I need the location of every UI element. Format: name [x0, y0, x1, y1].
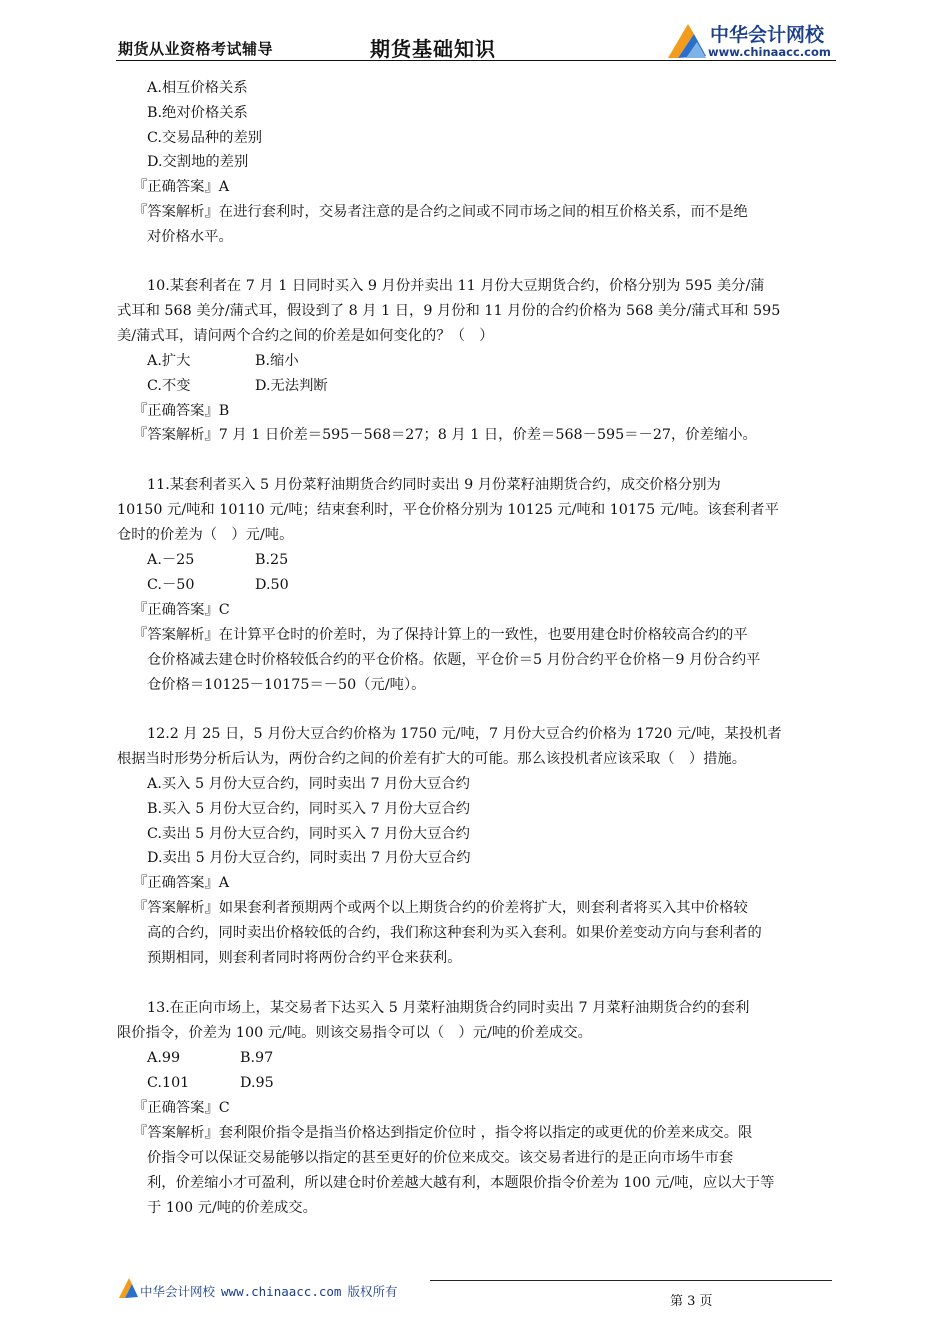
- answer-explanation: 『答案解析』在进行套利时，交易者注意的是合约之间或不同市场之间的相互价格关系，而不是绝: [133, 204, 748, 220]
- answer-explanation: 价指令可以保证交易能够以指定的甚至更好的价位来成交。该交易者进行的是正向市场牛市套: [147, 1150, 734, 1166]
- question-10-text: 美/蒲式耳，请问两个合约之间的价差是如何变化的？（ ）: [117, 328, 494, 344]
- footer-logo-icon: [118, 1276, 138, 1300]
- option-line: A.相互价格关系: [147, 80, 248, 96]
- page-number: 第 3 页: [670, 1294, 713, 1309]
- option-line: C.101: [147, 1075, 190, 1091]
- question-10-text: 式耳和 568 美分/蒲式耳，假设到了 8 月 1 日，9 月份和 11 月份的合约价格为 568 美分/蒲式耳和 595: [117, 303, 781, 319]
- option-line: A.扩大: [147, 353, 191, 369]
- question-11-text: 11.某套利者买入 5 月份菜籽油期货合约同时卖出 9 月份菜籽油期货合约，成交价格分别为: [147, 477, 721, 493]
- answer-explanation: 利，价差缩小才可盈利，所以建仓时价差越大越有利，本题限价指令价差为 100 元/吨，应以大于等: [147, 1175, 775, 1191]
- option-line: C.交易品种的差别: [147, 130, 263, 146]
- answer-explanation: 高的合约，同时卖出价格较低的合约，我们称这种套利为买入套利。如果价差变动方向与套利者的: [147, 925, 762, 941]
- option-line: D.50: [255, 577, 289, 593]
- answer-explanation: 仓价格减去建仓时价格较低合约的平仓价格。依题，平仓价＝5 月份合约平仓价格－9 月份合约平: [147, 652, 761, 668]
- option-line: A.－25: [147, 552, 195, 568]
- header-subject-title: 期货基础知识: [370, 37, 496, 61]
- footer-brand-name: 中华会计网校: [140, 1284, 216, 1299]
- header-brand-name: 中华会计网校: [710, 24, 825, 46]
- option-line: D.卖出 5 月份大豆合约，同时卖出 7 月份大豆合约: [147, 850, 471, 866]
- option-line: C.卖出 5 月份大豆合约，同时买入 7 月份大豆合约: [147, 826, 470, 842]
- option-line: B.绝对价格关系: [147, 105, 248, 121]
- header-logo: [664, 18, 836, 64]
- option-line: A.99: [147, 1050, 181, 1066]
- answer-explanation: 于 100 元/吨的价差成交。: [147, 1200, 317, 1216]
- footer-url: www.chinaacc.com: [221, 1284, 342, 1299]
- header-divider: [116, 60, 836, 61]
- option-line: B.25: [255, 552, 289, 568]
- answer-explanation: 『答案解析』如果套利者预期两个或两个以上期货合约的价差将扩大，则套利者将买入其中价格较: [133, 900, 748, 916]
- question-12-text: 12.2 月 25 日，5 月份大豆合约价格为 1750 元/吨，7 月份大豆合约价格为 1720 元/吨，某投机者: [147, 726, 782, 742]
- option-line: B.缩小: [255, 353, 299, 369]
- answer-explanation: 『答案解析』7 月 1 日价差＝595－568＝27；8 月 1 日，价差＝568－595＝－27，价差缩小。: [133, 427, 757, 443]
- question-13-text: 13.在正向市场上，某交易者下达买入 5 月菜籽油期货合约同时卖出 7 月菜籽油期货合约的套利: [147, 1000, 750, 1016]
- correct-answer: 『正确答案』C: [133, 1100, 230, 1116]
- footer-copyright-text: 版权所有: [347, 1284, 398, 1299]
- question-12-text: 根据当时形势分析后认为，两份合约之间的价差有扩大的可能。那么该投机者应该采取（ ）措施。: [117, 751, 747, 767]
- correct-answer: 『正确答案』C: [133, 602, 230, 618]
- answer-explanation: 『答案解析』在计算平仓时的价差时，为了保持计算上的一致性，也要用建仓时价格较高合约的平: [133, 627, 748, 643]
- correct-answer: 『正确答案』A: [133, 875, 230, 891]
- option-line: B.97: [240, 1050, 274, 1066]
- header-brand-url: www.chinaacc.com: [708, 45, 831, 59]
- logo-triangle-icon: [664, 20, 708, 62]
- option-line: C.不变: [147, 378, 191, 394]
- question-13-text: 限价指令，价差为 100 元/吨。则该交易指令可以（ ）元/吨的价差成交。: [117, 1025, 592, 1041]
- option-line: D.95: [240, 1075, 274, 1091]
- question-10-text: 10.某套利者在 7 月 1 日同时买入 9 月份并卖出 11 月份大豆期货合约，价格分别为 595 美分/蒲: [147, 278, 765, 294]
- correct-answer: 『正确答案』B: [133, 403, 230, 419]
- header-exam-series: 期货从业资格考试辅导: [118, 40, 274, 58]
- answer-explanation: 对价格水平。: [147, 229, 233, 245]
- footer-copyright: [140, 1282, 397, 1300]
- footer-divider: [430, 1280, 832, 1281]
- option-line: B.买入 5 月份大豆合约，同时买入 7 月份大豆合约: [147, 801, 471, 817]
- answer-explanation: 『答案解析』套利限价指令是指当价格达到指定价位时 ，指令将以指定的或更优的价差来成交。限: [133, 1125, 753, 1141]
- question-11-text: 仓时的价差为（ ）元/吨。: [117, 527, 294, 543]
- answer-explanation: 仓价格＝10125－10175＝－50（元/吨）。: [147, 677, 426, 693]
- option-line: C.－50: [147, 577, 195, 593]
- answer-explanation: 预期相同，则套利者同时将两份合约平仓来获利。: [147, 950, 462, 966]
- option-line: A.买入 5 月份大豆合约，同时卖出 7 月份大豆合约: [147, 776, 470, 792]
- correct-answer: 『正确答案』A: [133, 179, 230, 195]
- question-11-text: 10150 元/吨和 10110 元/吨；结束套利时，平仓价格分别为 10125 元/吨和 10175 元/吨。该套利者平: [117, 502, 779, 518]
- option-line: D.交割地的差别: [147, 154, 249, 170]
- option-line: D.无法判断: [255, 378, 328, 394]
